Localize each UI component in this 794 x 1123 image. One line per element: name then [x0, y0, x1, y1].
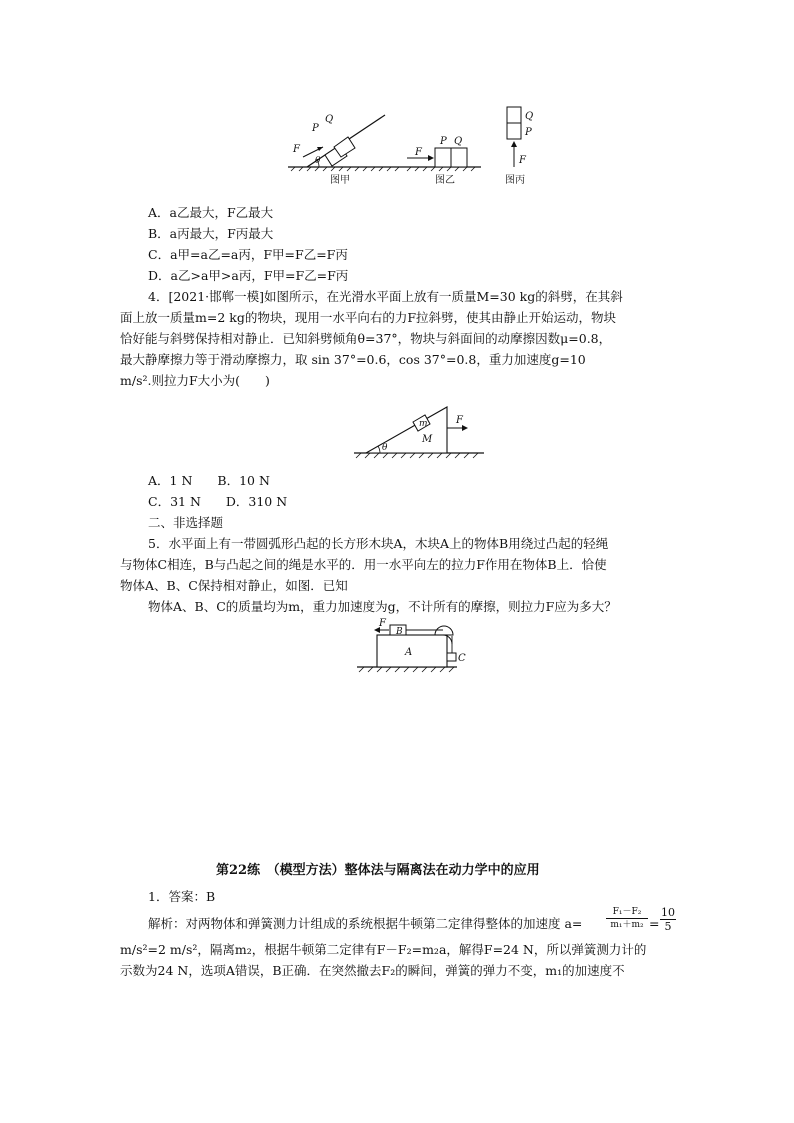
q5-fig-label-B: B	[396, 627, 403, 637]
q3-option-a: A．a乙最大，F乙最大	[148, 205, 274, 220]
fig-bing-label-P: P	[525, 127, 532, 138]
fig-yi-label-P: P	[440, 136, 447, 147]
fig-bing-label-Q: Q	[525, 111, 534, 122]
section-non-choice-heading: 二、非选择题	[148, 515, 224, 530]
q5-figure-blocks	[355, 618, 485, 674]
q4-line-3: 恰好能与斜劈保持相对静止．已知斜劈倾角θ=37°，物块与斜面间的动摩擦因数μ=0.8，	[120, 331, 612, 346]
q4-line-1: 4．[2021·邯郸一模]如图所示，在光滑水平面上放有一质量M=30 kg的斜劈，在其斜	[148, 289, 623, 304]
fig-jia-caption: 图甲	[330, 175, 350, 186]
fraction-2-denominator: 5	[664, 920, 672, 933]
q5-line-4: 物体A、B、C的质量均为m，重力加速度为g，不计所有的摩擦，则拉力F应为多大？	[148, 599, 617, 614]
fraction-1-numerator: F₁－F₂	[606, 906, 648, 919]
figure-jia	[288, 114, 403, 186]
q4-line-4: 最大静摩擦力等于滑动摩擦力，取 sin 37°=0.6，cos 37°=0.8，重力加速度g=10	[120, 352, 586, 367]
q3-option-b: B．a丙最大，F丙最大	[148, 226, 274, 241]
answer-section-title: 第22练 （模型方法）整体法与隔离法在动力学中的应用	[216, 863, 540, 878]
answer-fraction-1	[606, 906, 648, 931]
q5-line-3: 物体A、B、C保持相对静止，如图．已知	[120, 578, 348, 593]
q3-option-c: C．a甲=a乙=a丙，F甲=F乙=F丙	[148, 247, 348, 262]
q5-line-1: 5．水平面上有一带圆弧形凸起的长方形木块A，木块A上的物体B用绕过凸起的轻绳	[148, 536, 609, 551]
fig-jia-label-F: F	[293, 144, 300, 155]
q5-fig-label-C: C	[458, 653, 466, 664]
fraction-2-numerator: 10	[661, 906, 675, 919]
fig-jia-theta: θ	[315, 156, 321, 166]
q5-fig-label-A: A	[405, 647, 413, 658]
answer-1-line-3: m/s²=2 m/s²，隔离m₂，根据牛顿第二定律有F－F₂=m₂a，解得F=24 N，所以弹簧测力计的	[120, 942, 647, 957]
figure-yi	[403, 136, 481, 186]
fig-jia-label-P: P	[312, 123, 319, 134]
q4-line-5: m/s².则拉力F大小为( )	[120, 373, 270, 388]
q4-line-2: 面上放一质量m=2 kg的物块，现用一水平向右的力F拉斜劈，使其由静止开始运动，物块	[120, 310, 617, 325]
q4-options-row-1: A．1 N B．10 N	[148, 473, 270, 488]
q3-option-d: D．a乙>a甲>a丙，F甲=F乙=F丙	[148, 268, 349, 283]
q5-fig-label-F: F	[379, 618, 386, 629]
answer-1-line-4: 示数为24 N，选项A错误，B正确．在突然撤去F₂的瞬间，弹簧的弹力不变，m₁的加速度不	[120, 963, 625, 978]
q4-options-row-2: C．31 N D．310 N	[148, 494, 288, 509]
fraction-1-denominator: m₁＋m₂	[610, 920, 644, 930]
q4-figure-wedge	[352, 395, 487, 465]
figure-bing	[505, 107, 533, 186]
answer-fraction-2	[660, 906, 676, 933]
q4-fig-label-F: F	[456, 415, 463, 426]
q4-fig-theta: θ	[382, 443, 388, 453]
fig-yi-label-F: F	[415, 147, 422, 158]
answer-1-label: 1．答案：B	[148, 889, 216, 904]
q4-fig-label-M: M	[422, 434, 433, 445]
q5-line-2: 与物体C相连，B与凸起之间的绳是水平的．用一水平向左的拉力F作用在物体B上．恰使	[120, 557, 607, 572]
fig-bing-label-F: F	[519, 155, 526, 166]
fig-bing-caption: 图丙	[505, 175, 525, 186]
fig-yi-label-Q: Q	[454, 136, 463, 147]
fig-jia-label-Q: Q	[325, 114, 334, 125]
q4-fig-label-m: m	[419, 419, 428, 429]
fig-yi-caption: 图乙	[435, 175, 455, 186]
answer-1-line-2: 解析：对两物体和弹簧测力计组成的系统根据牛顿第二定律得整体的加速度 a=	[148, 916, 583, 931]
figure-jia-yi-bing	[285, 105, 545, 190]
answer-equals: =	[649, 916, 660, 931]
